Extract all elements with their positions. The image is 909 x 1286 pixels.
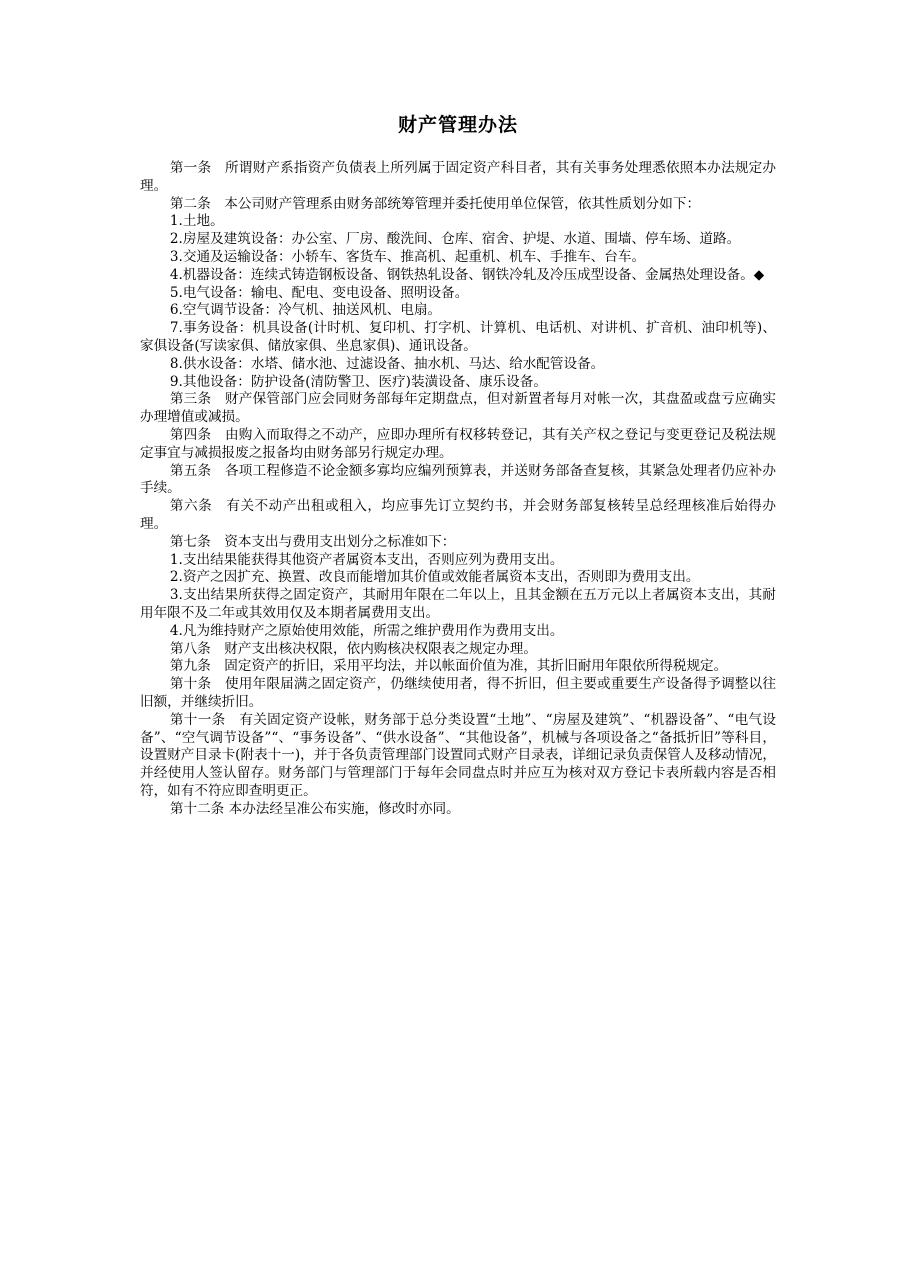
article-paragraph: 第十一条 有关固定资产设帐，财务部于总分类设置“土地”、“房屋及建筑”、“机器设备”、“电气设备”、“空气调节设备”“、“事务设备”、“供水设备”、“其他设备”，机械与各项设备之“备抵折旧”等科目，设置财产目录卡(附表十一)，并于各负责管理部门设置同式财产目录表，详细记录负责保管人及移动情况，并经使用人签认留存。财务部门与管理部门于每年会同盘点时并应互为核对双方登记卡表所载内容是否相符，如有不符应即查明更正。 [140, 711, 776, 799]
list-item: 6.空气调节设备：冷气机、抽送风机、电扇。 [169, 302, 442, 319]
list-item: 3.交通及运输设备：小轿车、客货车、推高机、起重机、机车、手推车、台车。 [169, 248, 646, 265]
list-item: 3.支出结果所获得之固定资产，其耐用年限在二年以上，且其金额在五万元以上者属资本支出，其耐用年限不及二年或其效用仅及本期者属费用支出。 [140, 587, 776, 621]
document-body [140, 160, 776, 818]
list-item: 4.凡为维持财产之原始使用效能，所需之维护费用作为费用支出。 [169, 622, 564, 639]
document-page [140, 112, 776, 818]
list-item: 4.机器设备：连续式铸造钢板设备、钢铁热轧设备、钢铁冷轧及冷压成型设备、金属热处理设备。◆ [169, 266, 765, 283]
list-item: 2.房屋及建筑设备：办公室、厂房、酸洗间、仓库、宿舍、护堤、水道、围墙、停车场、道路。 [169, 231, 741, 248]
article-paragraph: 第二条 本公司财产管理系由财务部统筹管理并委托使用单位保管，依其性质划分如下： [169, 195, 701, 212]
list-item: 9.其他设备：防护设备(清防警卫、医疗)装潢设备、康乐设备。 [169, 373, 547, 390]
list-item: 8.供水设备：水塔、储水池、过滤设备、抽水机、马达、给水配管设备。 [169, 355, 605, 372]
list-item: 2.资产之因扩充、换置、改良而能增加其价值或效能者属资本支出，否则即为费用支出。 [169, 569, 700, 586]
list-item: 1.支出结果能获得其他资产者属资本支出，否则应列为费用支出。 [169, 551, 564, 568]
list-item: 7.事务设备：机具设备(计时机、复印机、打字机、计算机、电话机、对讲机、扩音机、油印机等)、家俱设备(写读家俱、储放家俱、坐息家俱)、通讯设备。 [140, 320, 776, 354]
article-paragraph: 第十二条 本办法经呈准公布实施，修改时亦同。 [169, 800, 460, 817]
article-paragraph: 第四条 由购入而取得之不动产，应即办理所有权移转登记，其有关产权之登记与变更登记及税法规定事宜与减损报废之报备均由财务部另行规定办理。 [140, 426, 776, 461]
article-paragraph: 第七条 资本支出与费用支出划分之标准如下： [169, 533, 456, 550]
article-paragraph: 第一条 所谓财产系指资产负债表上所列属于固定资产科目者，其有关事务处理悉依照本办法规定办理。 [140, 160, 776, 194]
article-paragraph: 第九条 固定资产的折旧，采用平均法，并以帐面价值为准，其折旧耐用年限依所得税规定。 [169, 658, 728, 675]
article-paragraph: 第十条 使用年限届满之固定资产，仍继续使用者，得不折旧，但主要或重要生产设备得予调整以往旧额，并继续折旧。 [140, 676, 776, 710]
article-paragraph: 第五条 各项工程修造不论金额多寡均应编列预算表，并送财务部备查复核，其紧急处理者仍应补办手续。 [140, 462, 776, 497]
list-item: 5.电气设备：输电、配电、变电设备、照明设备。 [169, 284, 469, 301]
article-paragraph: 第六条 有关不动产出租或租入，均应事先订立契约书，并会财务部复核转呈总经理核准后始得办理。 [140, 498, 776, 532]
list-item: 1.土地。 [169, 213, 224, 230]
document-title: 财产管理办法 [397, 114, 518, 136]
article-paragraph: 第八条 财产支出核决权限，依内购核决权限表之规定办理。 [169, 640, 537, 657]
article-paragraph: 第三条 财产保管部门应会同财务部每年定期盘点，但对新置者每月对帐一次，其盘盈或盘亏应确实办理增值或减损。 [140, 391, 776, 426]
